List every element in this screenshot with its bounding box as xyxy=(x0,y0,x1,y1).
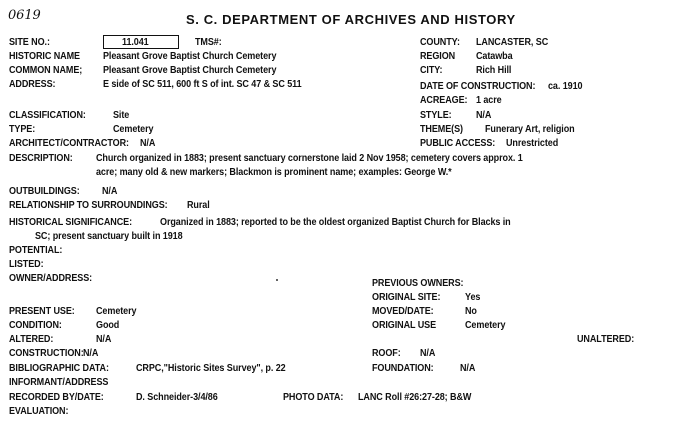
classification-value: Site xyxy=(113,109,130,121)
roof-label: ROOF: xyxy=(372,347,401,359)
classification-label: CLASSIFICATION: xyxy=(9,109,86,121)
type-value: Cemetery xyxy=(113,123,154,135)
historical-significance-line-1: Organized in 1883; reported to be the oldest organized Baptist Church for Blacks in xyxy=(160,216,511,228)
description-line-1: Church organized in 1883; present sanctuary cornerstone laid 2 Nov 1958; cemetery covers approx. 1 xyxy=(96,152,523,164)
region-value: Catawba xyxy=(476,50,513,62)
city-value: Rich Hill xyxy=(476,64,512,76)
bibliographic-value: CRPC,"Historic Sites Survey", p. 22 xyxy=(136,362,286,374)
altered-label: ALTERED: xyxy=(9,333,54,345)
county-label: COUNTY: xyxy=(420,36,460,48)
region-label: REGION xyxy=(420,50,456,62)
description-line-2: acre; many old & new markers; Blackmon is prominent name; examples: George W.* xyxy=(96,166,452,178)
type-label: TYPE: xyxy=(9,123,36,135)
county-value: LANCASTER, SC xyxy=(476,36,549,48)
recorded-label: RECORDED BY/DATE: xyxy=(9,391,104,403)
architect-value: N/A xyxy=(140,137,156,149)
original-site-value: Yes xyxy=(465,291,481,303)
photo-label: PHOTO DATA: xyxy=(283,391,344,403)
bibliographic-label: BIBLIOGRAPHIC DATA: xyxy=(9,362,109,374)
roof-value: N/A xyxy=(420,347,436,359)
moved-date-label: MOVED/DATE: xyxy=(372,305,434,317)
previous-owners-label: PREVIOUS OWNERS: xyxy=(372,277,464,289)
unaltered-label: UNALTERED: xyxy=(577,333,635,345)
original-use-value: Cemetery xyxy=(465,319,506,331)
present-use-value: Cemetery xyxy=(96,305,137,317)
public-access-label: PUBLIC ACCESS: xyxy=(420,137,496,149)
condition-label: CONDITION: xyxy=(9,319,62,331)
relationship-value: Rural xyxy=(187,199,210,211)
themes-value: Funerary Art, religion xyxy=(485,123,575,135)
city-label: CITY: xyxy=(420,64,443,76)
date-construction-value: ca. 1910 xyxy=(548,80,583,92)
listed-label: LISTED: xyxy=(9,258,44,270)
moved-date-value: No xyxy=(465,305,477,317)
style-label: STYLE: xyxy=(420,109,452,121)
architect-label: ARCHITECT/CONTRACTOR: xyxy=(9,137,129,149)
altered-value: N/A xyxy=(96,333,112,345)
relationship-label: RELATIONSHIP TO SURROUNDINGS: xyxy=(9,199,168,211)
description-label: DESCRIPTION: xyxy=(9,152,73,164)
recorded-value: D. Schneider-3/4/86 xyxy=(136,391,218,403)
address-value: E side of SC 511, 600 ft S of int. SC 47 & SC 511 xyxy=(103,78,302,90)
owner-label: OWNER/ADDRESS: xyxy=(9,272,93,284)
condition-value: Good xyxy=(96,319,120,331)
themes-label: THEME(S) xyxy=(420,123,463,135)
tms-label: TMS#: xyxy=(195,36,222,48)
historic-name-value: Pleasant Grove Baptist Church Cemetery xyxy=(103,50,277,62)
present-use-label: PRESENT USE: xyxy=(9,305,75,317)
common-name-label: COMMON NAME; xyxy=(9,64,83,76)
acreage-value: 1 acre xyxy=(476,94,502,106)
photo-value: LANC Roll #26:27-28; B&W xyxy=(358,391,472,403)
address-label: ADDRESS: xyxy=(9,78,56,90)
evaluation-label: EVALUATION: xyxy=(9,405,69,417)
date-construction-label: DATE OF CONSTRUCTION: xyxy=(420,80,536,92)
site-no-value: 11.041 xyxy=(122,36,149,48)
common-name-value: Pleasant Grove Baptist Church Cemetery xyxy=(103,64,277,76)
card-number: 0619 xyxy=(8,8,41,23)
potential-label: POTENTIAL: xyxy=(9,244,63,256)
page-title: S. C. DEPARTMENT OF ARCHIVES AND HISTORY xyxy=(186,12,516,27)
foundation-label: FOUNDATION: xyxy=(372,362,434,374)
acreage-label: ACREAGE: xyxy=(420,94,468,106)
historical-significance-line-2: SC; present sanctuary built in 1918 xyxy=(35,230,183,242)
original-use-label: ORIGINAL USE xyxy=(372,319,437,331)
historical-significance-label: HISTORICAL SIGNIFICANCE: xyxy=(9,216,133,228)
outbuildings-label: OUTBUILDINGS: xyxy=(9,185,80,197)
site-no-label: SITE NO.: xyxy=(9,36,50,48)
construction-value: N/A xyxy=(83,347,99,359)
stray-mark xyxy=(276,279,278,281)
outbuildings-value: N/A xyxy=(102,185,118,197)
construction-label: CONSTRUCTION: xyxy=(9,347,84,359)
public-access-value: Unrestricted xyxy=(506,137,559,149)
style-value: N/A xyxy=(476,109,492,121)
historic-name-label: HISTORIC NAME xyxy=(9,50,80,62)
original-site-label: ORIGINAL SITE: xyxy=(372,291,441,303)
foundation-value: N/A xyxy=(460,362,476,374)
informant-label: INFORMANT/ADDRESS xyxy=(9,376,109,388)
